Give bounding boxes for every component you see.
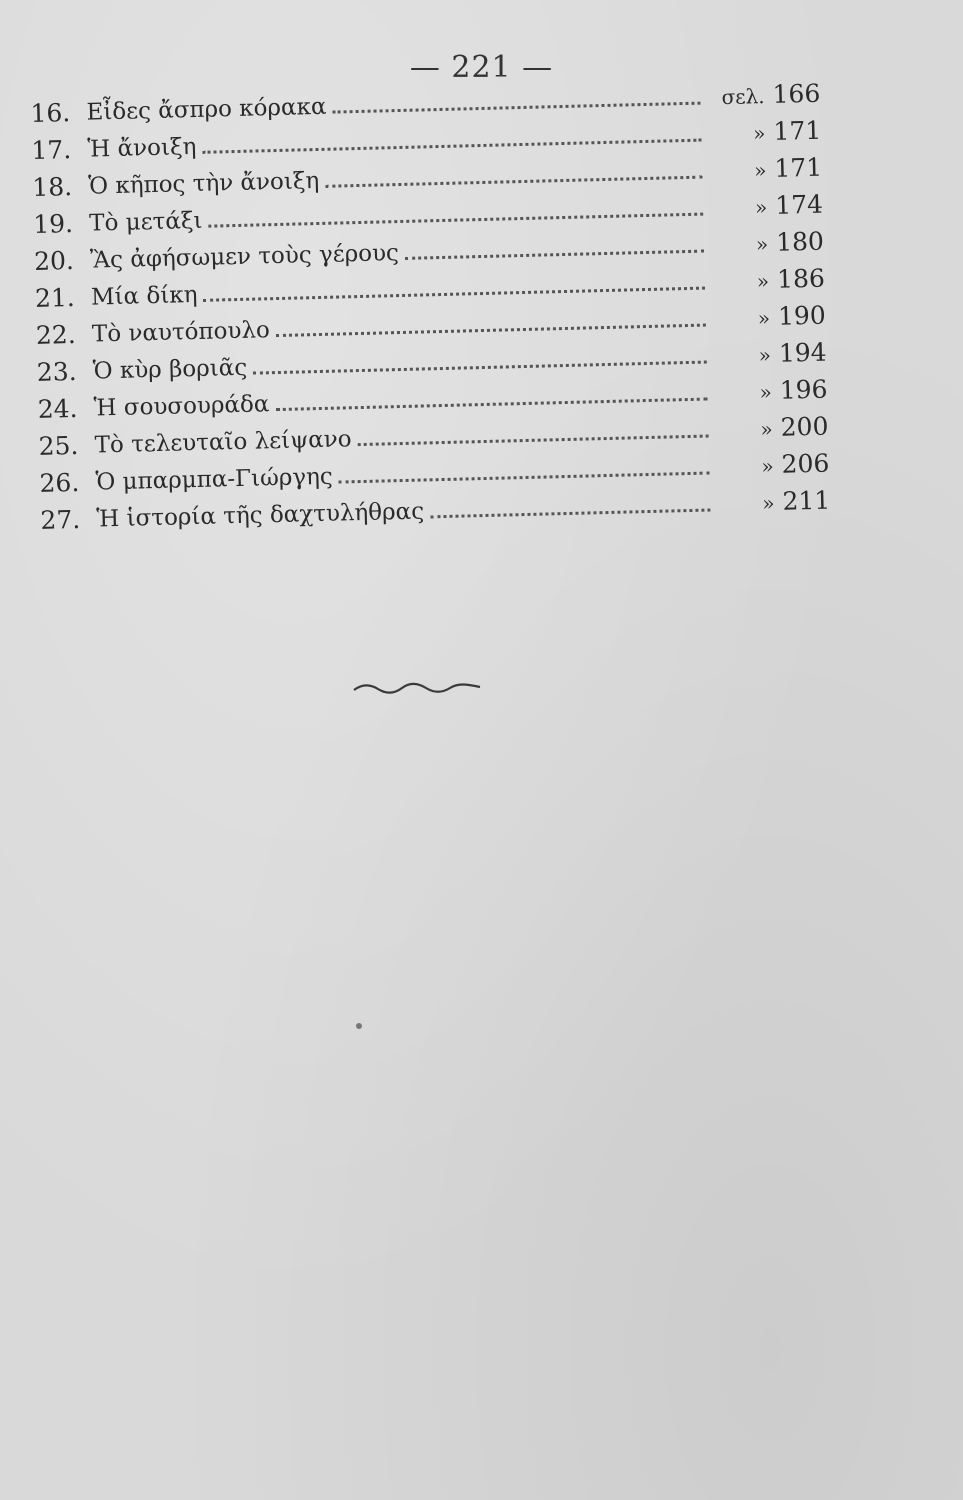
toc-entry-page-ref (716, 412, 829, 446)
dot-leader (405, 249, 704, 260)
toc-entry-page-ref (710, 153, 823, 187)
page-prefix: » (760, 416, 774, 442)
table-of-contents (30, 73, 831, 536)
toc-entry-number: 26. (39, 467, 80, 498)
page-prefix: » (757, 305, 771, 331)
toc-entry-number: 21. (34, 282, 76, 313)
toc-entry-title: Ὁ κὺρ βοριᾶς (92, 354, 248, 385)
toc-entry-page: 166 (772, 78, 821, 109)
toc-entry-page: 200 (780, 411, 829, 442)
toc-entry-number: 25. (38, 430, 79, 461)
toc-entry-page: 196 (779, 374, 828, 405)
dot-leader (430, 508, 710, 519)
dot-leader (276, 323, 706, 338)
toc-entry-number: 20. (33, 245, 75, 276)
toc-entry-title: Τὸ τελευταῖο λείψανο (94, 426, 352, 459)
toc-entry-page-ref (714, 338, 827, 372)
toc-entry-title: Ἡ ἱστορία τῆς δαχτυλήθρας (96, 498, 425, 533)
tilde-ornament-icon (352, 680, 482, 696)
toc-entry-number: 27. (40, 504, 81, 535)
paper-speck (356, 1023, 362, 1029)
page-prefix: σελ. (721, 84, 765, 110)
page-prefix: » (756, 269, 770, 294)
page-prefix: » (762, 490, 775, 516)
toc-entry-page-ref (711, 190, 824, 224)
page-prefix: » (761, 453, 774, 479)
toc-entry-number: 22. (35, 319, 77, 350)
page-prefix: » (758, 342, 772, 368)
toc-entry-page: 174 (774, 189, 824, 220)
toc-entry-number: 24. (37, 393, 78, 424)
toc-entry-page: 171 (773, 115, 822, 146)
toc-entry-number: 19. (32, 208, 74, 239)
page-prefix: » (752, 121, 766, 146)
toc-entry-title: Τὸ μετάξι (88, 207, 203, 237)
toc-entry-page-ref (709, 116, 822, 150)
toc-entry-title: Ὁ κῆπος τὴν ἄνοιξη (88, 167, 320, 200)
toc-entry-title: Ἡ σουσουράδα (93, 391, 270, 422)
toc-entry-page-ref (718, 486, 831, 520)
page-prefix: » (755, 232, 769, 257)
toc-entry-page: 171 (774, 152, 823, 183)
toc-entry-page: 211 (782, 485, 831, 516)
toc-entry-title: Ὁ μπαρμπα-Γιώργης (95, 463, 334, 496)
toc-entry-page: 190 (777, 300, 827, 331)
toc-entry-page-ref (712, 227, 825, 261)
dot-leader (333, 101, 701, 114)
dot-leader (339, 471, 710, 484)
dot-leader (275, 397, 707, 412)
toc-entry-title: Ἡ ἄνοιξη (87, 133, 197, 163)
toc-entry-title: Εἶδες ἄσπρο κόρακα (86, 93, 327, 126)
toc-entry-number: 23. (36, 356, 77, 387)
toc-entry-title: Ἂς ἀφήσωμεν τοὺς γέρους (89, 240, 400, 274)
toc-entry-title: Μία δίκη (90, 281, 198, 311)
page-number-header: — 221 — (409, 50, 554, 85)
toc-entry-page-ref (708, 79, 821, 113)
toc-entry-page-ref (712, 264, 825, 298)
toc-entry-number: 18. (31, 172, 73, 202)
toc-entry-page-ref (717, 449, 830, 483)
toc-entry-page: 180 (775, 226, 825, 257)
toc-entry-page: 194 (778, 337, 827, 368)
toc-entry-page: 206 (781, 448, 830, 479)
dot-leader (358, 434, 709, 447)
toc-entry-page: 186 (776, 263, 826, 294)
dot-leader (325, 175, 702, 188)
toc-entry-number: 16. (30, 98, 71, 128)
toc-entry-title: Τὸ ναυτόπουλο (91, 317, 271, 348)
page-prefix: » (759, 379, 773, 405)
toc-entry-page-ref (713, 301, 826, 335)
page-prefix: » (754, 195, 768, 220)
page-prefix: » (753, 158, 767, 183)
toc-entry-page-ref (715, 375, 828, 409)
toc-entry-number: 17. (31, 135, 72, 165)
